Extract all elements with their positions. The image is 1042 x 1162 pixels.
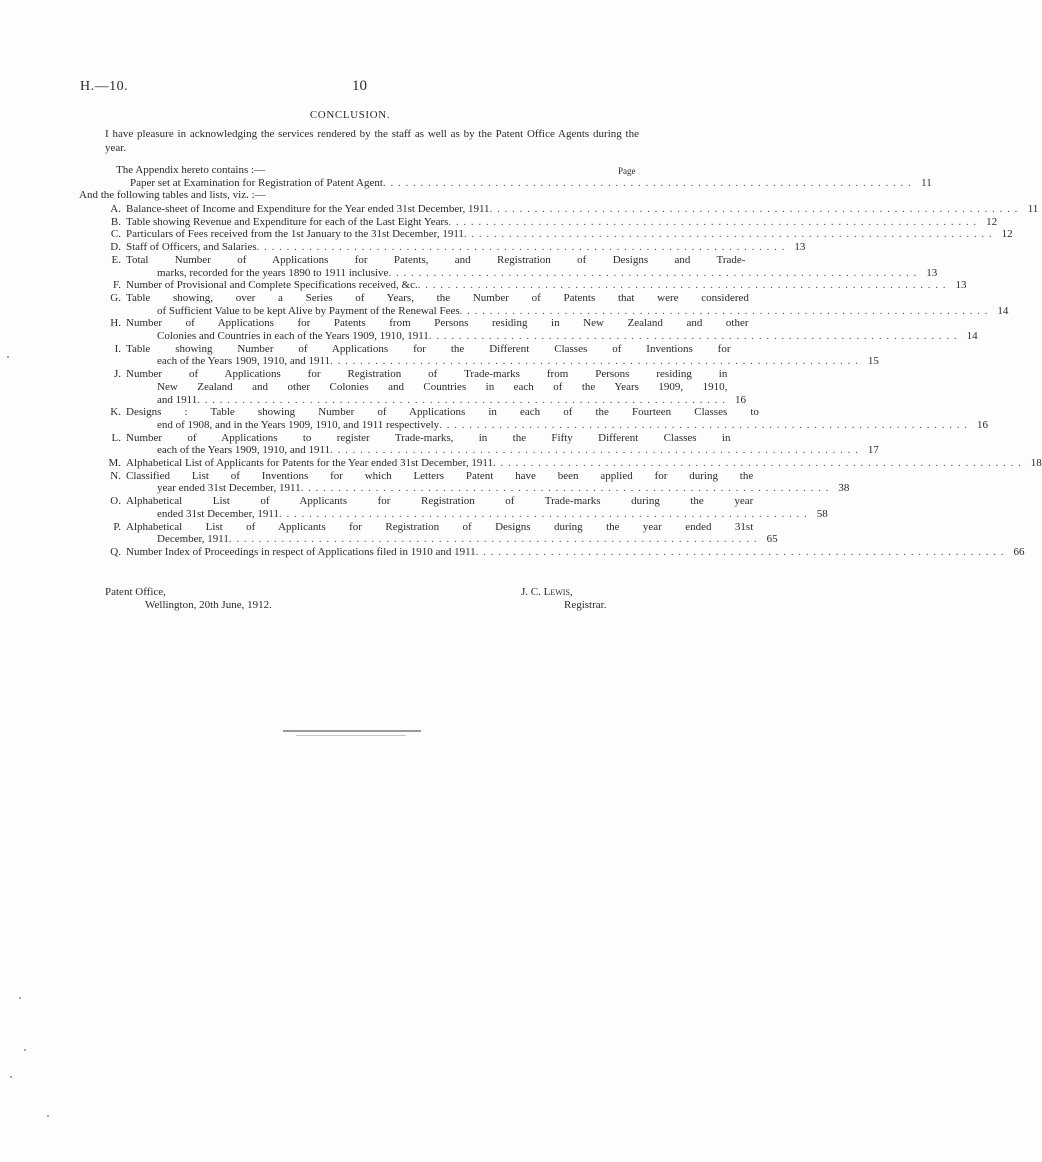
dot-leader: . . . . . . . . . . . . . . . . . . . . . . . . . . . . . . . . . . . . . . . . . . . . . . . . . . . . . . . . . . . . . . . . . . . . . . . (492, 457, 1022, 470)
appendix-item-body (126, 431, 879, 457)
dot-leader: . . . . . . . . . . . . . . . . . . . . . . . . . . . . . . . . . . . . . . . . . . . . . . . . . . . . . . . . . . . . . . . . . . . . . . . (489, 203, 1019, 215)
appendix-item-letter: G. (110, 291, 121, 304)
appendix-item-body (126, 228, 1013, 241)
appendix-item-text: each of the Years 1909, 1910, and 1911 (157, 355, 331, 368)
appendix-item-page: 15 (867, 355, 879, 368)
closing-rule (283, 730, 421, 732)
appendix-item (94, 253, 938, 279)
page-number: 10 (352, 78, 367, 94)
appendix-item (94, 406, 988, 431)
appendix-item-body (126, 545, 1025, 559)
appendix-item-continuation: New Zealand and other Colonies and Countries in each of the Years 1909, 1910, (157, 380, 728, 393)
appendix-item (94, 545, 1025, 559)
appendix-item-body (126, 241, 806, 254)
appendix-item-letter: H. (110, 317, 121, 330)
appendix-item-body (126, 368, 746, 406)
appendix-item-page: 16 (976, 418, 988, 431)
dot-leader: . . . . . . . . . . . . . . . . . . . . . . . . . . . . . . . . . . . . . . . . . . . . . . . . . . . . . . . . . . . . . . . . . . . . . . . (428, 330, 958, 343)
intro-paragraph (105, 127, 639, 155)
appendix-item-line: Number of Applications for Patents from Persons residing in New Zealand and other (126, 317, 749, 330)
appendix-item-continuation (126, 330, 978, 343)
dot-leader: . . . . . . . . . . . . . . . . . . . . . . . . . . . . . . . . . . . . . . . . . . . . . . . . . . . . . . . . . . . . . . . . . . . . . . . (439, 418, 968, 431)
paper-speck (7, 356, 9, 358)
appendix-item-line (126, 228, 1013, 241)
appendix-item-letter: F. (113, 279, 121, 292)
appendix-item-letter: P. (113, 520, 121, 533)
appendix-item (94, 203, 1039, 216)
dot-leader: . . . . . . . . . . . . . . . . . . . . . . . . . . . . . . . . . . . . . . . . . . . . . . . . . . . . . . . . . . . . . . . . . . . . . . . (300, 482, 830, 495)
document-reference: H.—10. (80, 79, 129, 94)
appendix-item-line: Classified List of Inventions for which Letters Patent have been applied for during the (126, 469, 754, 482)
appendix-item-text: Number Index of Proceedings in respect of Applications filed in 1910 and 1911 (126, 545, 476, 558)
appendix-item-body (126, 406, 988, 431)
intro-text: I have pleasure in acknowledging the services rendered by the staff as well as by the Patent Office Agents during the year. (105, 128, 639, 154)
paper-speck (10, 1076, 12, 1078)
appendix-item-letter: E. (111, 253, 121, 266)
appendix-item-line: Total Number of Applications for Patents, and Registration of Designs and Trade- (126, 253, 746, 266)
appendix-item-line (126, 279, 967, 292)
appendix-item-line (126, 241, 806, 254)
appendix-item-text: Table showing Revenue and Expenditure for each of the Last Eight Years (126, 215, 449, 228)
appendix-item-text: year ended 31st December, 1911 (157, 482, 301, 495)
appendix-item-continuation (126, 418, 988, 432)
appendix-item-page: 13 (794, 241, 806, 254)
appendix-item (94, 317, 978, 343)
appendix-item-continuation (126, 393, 746, 407)
dot-leader: . . . . . . . . . . . . . . . . . . . . . . . . . . . . . . . . . . . . . . . . . . . . . . . . . . . . . . . . . . . . . . . . . . . . . . . (382, 177, 912, 189)
appendix-item-letter: B. (110, 215, 121, 228)
appendix-item-text: Colonies and Countries in each of the Years 1909, 1910, 1911 (157, 330, 429, 343)
appendix-item (94, 520, 778, 546)
appendix-item-continuation (126, 444, 879, 457)
appendix-item-body (126, 203, 1039, 216)
appendix-item-line: Table showing Number of Applications for the Different Classes of Inventions for (126, 342, 731, 355)
appendix-item-page: 18 (1030, 457, 1042, 470)
appendix-item (94, 291, 1009, 317)
appendix-item-page: 66 (1013, 545, 1025, 558)
appendix-item-body (126, 342, 879, 368)
appendix-item (94, 342, 879, 368)
appendix-item-continuation (126, 304, 1009, 318)
appendix-item-body (126, 520, 778, 546)
place-date-line: Wellington, 20th June, 1912. (145, 599, 272, 611)
appendix-item-page: 14 (966, 330, 978, 343)
appendix-item-letter: J. (113, 368, 121, 381)
appendix-item-page: 16 (734, 393, 746, 406)
paper-speck (24, 1049, 26, 1051)
dot-leader: . . . . . . . . . . . . . . . . . . . . . . . . . . . . . . . . . . . . . . . . . . . . . . . . . . . . . . . . . . . . . . . . . . . . . . . (459, 304, 989, 317)
appendix-item-page: 58 (816, 507, 828, 520)
dot-leader: . . . . . . . . . . . . . . . . . . . . . . . . . . . . . . . . . . . . . . . . . . . . . . . . . . . . . . . . . . . . . . . . . . . . . . . (228, 533, 758, 546)
appendix-item-line (126, 457, 1042, 470)
appendix-item-page: 12 (986, 215, 998, 228)
appendix-item-body (126, 495, 828, 520)
appendix-item-continuation (126, 266, 938, 280)
appendix-item-line: Number of Applications to register Trade-marks, in the Fifty Different Classes in (126, 431, 731, 444)
appendix-item-body (126, 291, 1009, 317)
paper-entry (130, 177, 932, 189)
appendix-item-body (126, 215, 998, 229)
appendix-item-text: and 1911 (157, 393, 198, 406)
appendix-item-text: of Sufficient Value to be kept Alive by Payment of the Renewal Fees (157, 304, 460, 317)
appendix-item (94, 279, 967, 292)
paper-entry-text: Paper set at Examination for Registration of Patent Agent (130, 177, 383, 189)
appendix-item-text: December, 1911 (157, 533, 229, 546)
appendix-item-line (126, 215, 998, 229)
following-lead: And the following tables and lists, viz. :— (79, 189, 266, 201)
appendix-item (94, 228, 1013, 241)
dot-leader: . . . . . . . . . . . . . . . . . . . . . . . . . . . . . . . . . . . . . . . . . . . . . . . . . . . . . . . . . . . . . . . . . . . . . . . (463, 228, 993, 241)
appendix-list (94, 203, 1042, 559)
appendix-item-page: 13 (926, 266, 938, 279)
appendix-item-text: Particulars of Fees received from the 1st January to the 31st December, 1911 (126, 228, 464, 241)
appendix-item-letter: I. (114, 342, 121, 355)
paper-speck (19, 997, 21, 999)
appendix-item-line (126, 545, 1025, 559)
dot-leader: . . . . . . . . . . . . . . . . . . . . . . . . . . . . . . . . . . . . . . . . . . . . . . . . . . . . . . . . . . . . . . . . . . . . . . . (417, 279, 947, 292)
appendix-item-text: Number of Provisional and Complete Specifications received, &c. (126, 279, 418, 292)
appendix-item-line: Number of Applications for Registration of Trade-marks from Persons residing in (126, 368, 728, 381)
appendix-item-text: Alphabetical List of Applicants for Patents for the Year ended 31st December, 1911 (126, 457, 493, 470)
dot-leader: . . . . . . . . . . . . . . . . . . . . . . . . . . . . . . . . . . . . . . . . . . . . . . . . . . . . . . . . . . . . . . . . . . . . . . . (448, 215, 978, 228)
paper-entry-page: 11 (921, 177, 932, 189)
section-heading: CONCLUSION. (309, 109, 391, 121)
appendix-item-line: Alphabetical List of Applicants for Registration of Trade-marks during the year (126, 495, 754, 508)
appendix-item-letter: A. (110, 203, 121, 215)
dot-leader: . . . . . . . . . . . . . . . . . . . . . . . . . . . . . . . . . . . . . . . . . . . . . . . . . . . . . . . . . . . . . . . . . . . . . . . (330, 444, 859, 457)
appendix-item-page: 14 (997, 304, 1009, 317)
appendix-item-letter: D. (110, 241, 121, 254)
dot-leader: . . . . . . . . . . . . . . . . . . . . . . . . . . . . . . . . . . . . . . . . . . . . . . . . . . . . . . . . . . . . . . . . . . . . . . . (330, 355, 859, 368)
appendix-item (94, 241, 806, 254)
appendix-item-page: 13 (955, 279, 967, 292)
appendix-item-line: Alphabetical List of Applicants for Registration of Designs during the year ended 31st (126, 520, 754, 533)
appendix-item-continuation (126, 355, 879, 368)
appendix-item-letter: O. (110, 495, 121, 508)
appendix-item (94, 215, 998, 229)
appendix-item-text: marks, recorded for the years 1890 to 1911 inclusive (157, 266, 389, 279)
appendix-item-text: Staff of Officers, and Salaries (126, 241, 257, 254)
appendix-item-body (126, 457, 1042, 470)
appendix-item-page: 11 (1027, 203, 1039, 215)
appendix-item-letter: Q. (110, 545, 121, 558)
appendix-item-continuation (126, 533, 778, 546)
appendix-item-page: 65 (766, 533, 778, 546)
dot-leader: . . . . . . . . . . . . . . . . . . . . . . . . . . . . . . . . . . . . . . . . . . . . . . . . . . . . . . . . . . . . . . . . . . . . . . . (278, 507, 808, 520)
appendix-item (94, 368, 746, 406)
signatory-title: Registrar. (564, 599, 607, 611)
appendix-item-body (126, 279, 967, 292)
appendix-item (94, 431, 879, 457)
appendix-item-text: ended 31st December, 1911 (157, 507, 279, 520)
appendix-item-page: 38 (838, 482, 850, 495)
appendix-item-continuation (126, 482, 850, 495)
paper-speck (47, 1115, 49, 1117)
appendix-item-letter: C. (110, 228, 121, 241)
office-line: Patent Office, (105, 586, 166, 598)
appendix-lead: The Appendix hereto contains :— (116, 164, 266, 176)
appendix-item-text: Balance-sheet of Income and Expenditure for the Year ended 31st December, 1911 (126, 203, 490, 215)
appendix-item-page: 17 (867, 444, 879, 457)
appendix-item-line: Designs : Table showing Number of Applications in each of the Fourteen Classes to (126, 406, 759, 419)
appendix-item-body (126, 253, 938, 279)
appendix-item-text: each of the Years 1909, 1910, and 1911 (157, 444, 331, 457)
appendix-item-line (126, 203, 1039, 216)
signatory-name: J. C. Lewis, (521, 586, 573, 598)
appendix-item (94, 495, 828, 520)
dot-leader: . . . . . . . . . . . . . . . . . . . . . . . . . . . . . . . . . . . . . . . . . . . . . . . . . . . . . . . . . . . . . . . . . . . . . . . (388, 266, 918, 279)
appendix-item-body (126, 317, 978, 343)
appendix-item-letter: N. (110, 469, 121, 482)
closing-rule-thin (296, 735, 406, 736)
dot-leader: . . . . . . . . . . . . . . . . . . . . . . . . . . . . . . . . . . . . . . . . . . . . . . . . . . . . . . . . . . . . . . . . . . . . . . . (475, 545, 1005, 558)
appendix-item-letter: L. (111, 431, 121, 444)
appendix-item (94, 457, 1042, 470)
appendix-item-letter: K. (110, 406, 121, 419)
appendix-item-text: end of 1908, and in the Years 1909, 1910, and 1911 respectively (157, 418, 440, 431)
appendix-item (94, 469, 850, 495)
appendix-item-letter: M. (108, 457, 121, 470)
appendix-item-page: 12 (1001, 228, 1013, 241)
dot-leader: . . . . . . . . . . . . . . . . . . . . . . . . . . . . . . . . . . . . . . . . . . . . . . . . . . . . . . . . . . . . . . . . . . . . . . . (256, 241, 786, 254)
appendix-item-body (126, 469, 850, 495)
page-column-label: Page (618, 166, 636, 176)
dot-leader: . . . . . . . . . . . . . . . . . . . . . . . . . . . . . . . . . . . . . . . . . . . . . . . . . . . . . . . . . . . . . . . . . . . . . . . (197, 393, 726, 406)
appendix-item-continuation (126, 507, 828, 521)
appendix-item-line: Table showing, over a Series of Years, the Number of Patents that were considered (126, 291, 749, 304)
